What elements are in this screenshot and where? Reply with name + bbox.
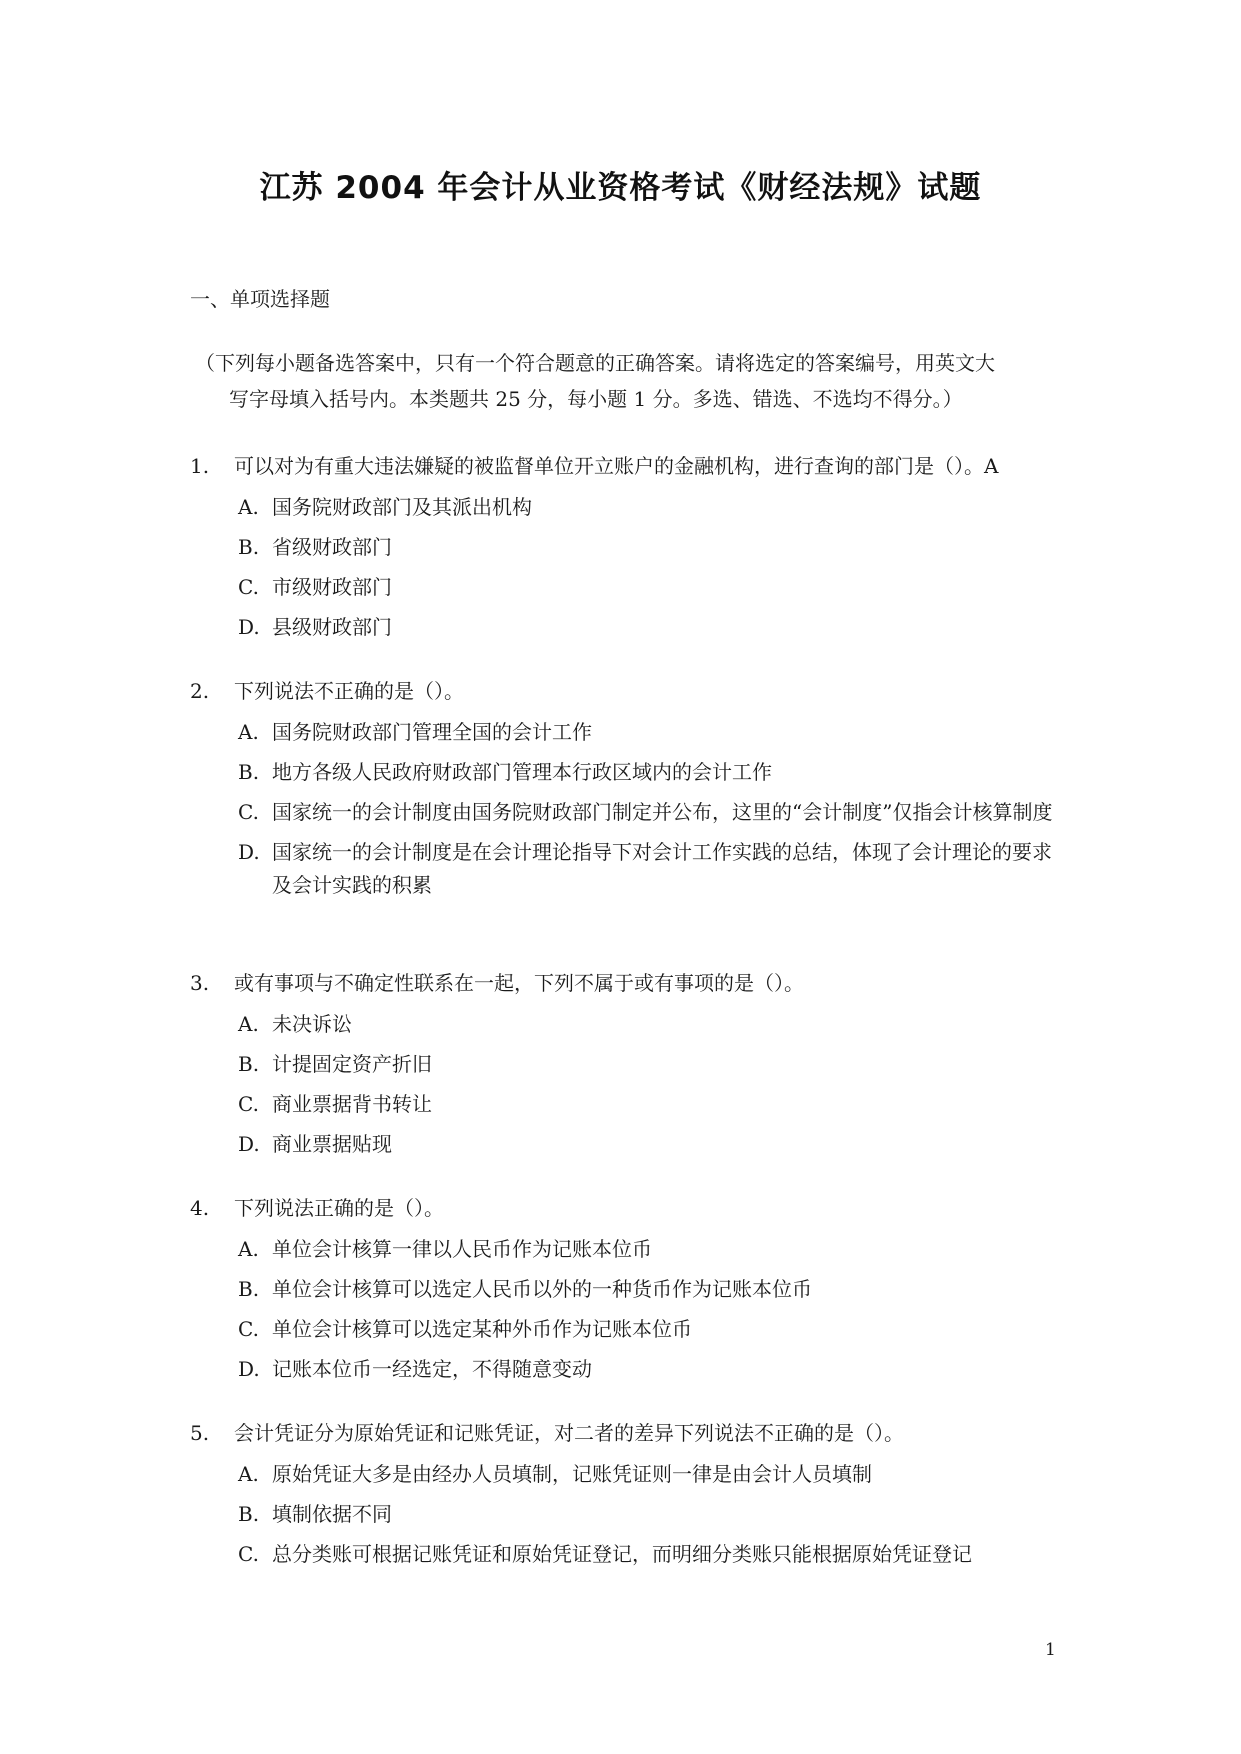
question-text: 会计凭证分为原始凭证和记账凭证，对二者的差异下列说法不正确的是（）。: [234, 1421, 904, 1445]
option-b: [238, 1273, 1070, 1306]
option-text: 未决诉讼: [272, 1012, 352, 1036]
option-letter: D.: [238, 840, 260, 864]
question-3: [190, 965, 1070, 1161]
option-letter: A.: [238, 1237, 259, 1261]
option-text: 商业票据背书转让: [272, 1092, 432, 1116]
option-c: [238, 571, 1070, 604]
option-text: 国务院财政部门管理全国的会计工作: [272, 720, 592, 744]
option-text: 单位会计核算一律以人民币作为记账本位币: [272, 1237, 652, 1261]
option-letter: A.: [238, 720, 259, 744]
question-number: 4.: [190, 1196, 210, 1220]
question-text: 可以对为有重大违法嫌疑的被监督单位开立账户的金融机构，进行查询的部门是（）。A: [234, 454, 999, 478]
option-d: [238, 611, 1070, 644]
option-letter: B.: [238, 760, 260, 784]
question-2: [190, 673, 1070, 902]
option-text: 商业票据贴现: [272, 1132, 392, 1156]
option-text: 填制依据不同: [272, 1502, 392, 1526]
option-letter: B.: [238, 1052, 260, 1076]
page-number: 1: [1045, 1640, 1056, 1660]
question-stem: [190, 1190, 1070, 1226]
question-number: 2.: [190, 679, 210, 703]
section-heading: 一、单项选择题: [190, 287, 330, 311]
option-letter: C.: [238, 1092, 259, 1116]
option-b: [238, 756, 1070, 789]
option-text: 地方各级人民政府财政部门管理本行政区域内的会计工作: [272, 760, 772, 784]
option-c: [238, 1538, 1070, 1571]
question-text: 或有事项与不确定性联系在一起，下列不属于或有事项的是（）。: [234, 971, 804, 995]
question-stem: [190, 673, 1070, 709]
option-letter: A.: [238, 495, 259, 519]
question-text: 下列说法不正确的是（）。: [234, 679, 464, 703]
option-b: [238, 1048, 1070, 1081]
option-letter: B.: [238, 1277, 260, 1301]
option-a: [238, 1233, 1070, 1266]
option-letter: D.: [238, 1132, 260, 1156]
question-5: [190, 1415, 1070, 1571]
option-letter: D.: [238, 1357, 260, 1381]
question-text: 下列说法正确的是（）。: [234, 1196, 444, 1220]
option-c: [238, 796, 1070, 829]
option-letter: B.: [238, 535, 260, 559]
option-text: 计提固定资产折旧: [272, 1052, 432, 1076]
question-stem: [190, 1415, 1070, 1451]
instructions: [195, 345, 1065, 417]
option-text: 记账本位币一经选定，不得随意变动: [272, 1357, 592, 1381]
option-d: [238, 1353, 1070, 1386]
option-a: [238, 491, 1070, 524]
option-b: [238, 531, 1070, 564]
option-letter: C.: [238, 575, 259, 599]
document-title: 江苏 2004 年会计从业资格考试《财经法规》试题: [259, 170, 982, 206]
option-a: [238, 1458, 1070, 1491]
option-text: 单位会计核算可以选定人民币以外的一种货币作为记账本位币: [272, 1277, 812, 1301]
option-a: [238, 716, 1070, 749]
option-letter: A.: [238, 1462, 259, 1486]
option-text: 县级财政部门: [272, 615, 392, 639]
option-text: 省级财政部门: [272, 535, 392, 559]
option-a: [238, 1008, 1070, 1041]
question-number: 3.: [190, 971, 210, 995]
option-text: 国家统一的会计制度由国务院财政部门制定并公布，这里的“会计制度”仅指会计核算制度: [272, 800, 1053, 824]
question-number: 1.: [190, 454, 210, 478]
option-c: [238, 1313, 1070, 1346]
option-text: 总分类账可根据记账凭证和原始凭证登记，而明细分类账只能根据原始凭证登记: [272, 1542, 972, 1566]
question-4: [190, 1190, 1070, 1386]
option-b: [238, 1498, 1070, 1531]
option-c: [238, 1088, 1070, 1121]
option-text: 单位会计核算可以选定某种外币作为记账本位币: [272, 1317, 692, 1341]
instructions-line-1: （下列每小题备选答案中，只有一个符合题意的正确答案。请将选定的答案编号，用英文大: [195, 351, 995, 375]
option-text: 国家统一的会计制度是在会计理论指导下对会计工作实践的总结，体现了会计理论的要求及会计实践的积累: [272, 840, 1052, 897]
option-letter: C.: [238, 1542, 259, 1566]
option-d: [238, 1128, 1070, 1161]
option-text: 国务院财政部门及其派出机构: [272, 495, 532, 519]
question-stem: [190, 965, 1070, 1001]
instructions-line-2: 写字母填入括号内。本类题共 25 分，每小题 1 分。多选、错选、不选均不得分。）: [229, 387, 963, 411]
option-letter: C.: [238, 1317, 259, 1341]
question-stem: [190, 448, 1070, 484]
question-number: 5.: [190, 1421, 210, 1445]
option-letter: B.: [238, 1502, 260, 1526]
option-text: 原始凭证大多是由经办人员填制，记账凭证则一律是由会计人员填制: [272, 1462, 872, 1486]
option-letter: C.: [238, 800, 259, 824]
option-d: [238, 836, 1070, 902]
option-letter: A.: [238, 1012, 259, 1036]
question-1: [190, 448, 1070, 644]
option-letter: D.: [238, 615, 260, 639]
option-text: 市级财政部门: [272, 575, 392, 599]
